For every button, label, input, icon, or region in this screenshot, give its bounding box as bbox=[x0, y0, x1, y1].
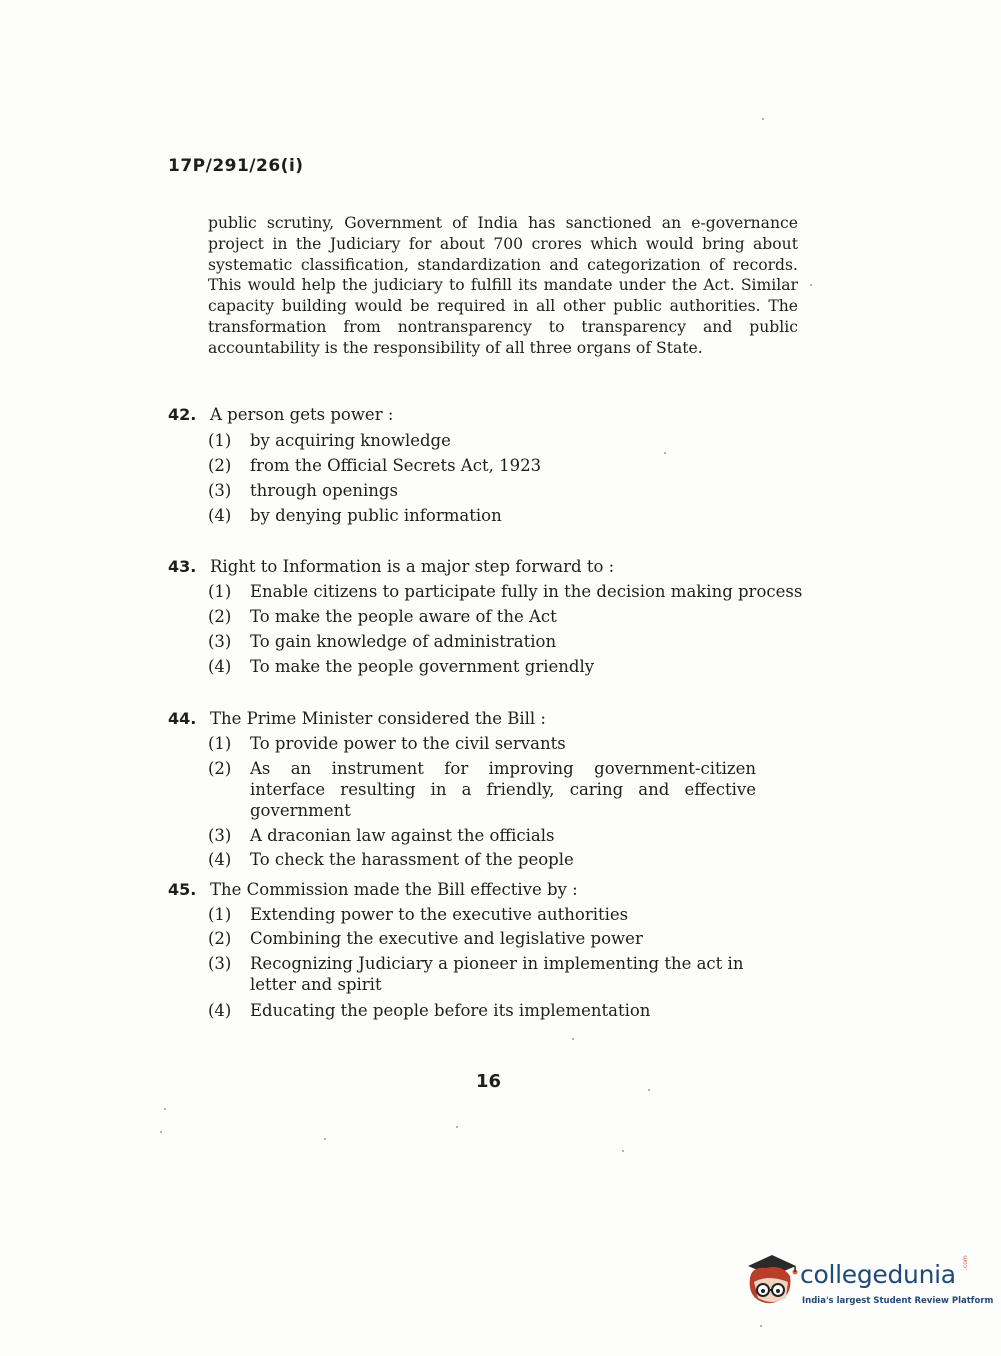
option-number: (4) bbox=[208, 1001, 232, 1020]
option-number: (3) bbox=[208, 954, 232, 973]
mascot-icon bbox=[742, 1252, 800, 1314]
option bbox=[208, 1001, 808, 1020]
scan-speck bbox=[622, 1150, 624, 1152]
option-text: To gain knowledge of administration bbox=[250, 632, 557, 651]
question-text: The Commission made the Bill effective by : bbox=[210, 880, 578, 899]
option bbox=[208, 758, 808, 821]
option-number: (1) bbox=[208, 905, 232, 924]
question-number: 43. bbox=[168, 557, 197, 576]
option bbox=[208, 456, 808, 475]
question-44 bbox=[168, 709, 808, 869]
option bbox=[208, 481, 808, 500]
option-number: (2) bbox=[208, 929, 232, 948]
option-text: through openings bbox=[250, 481, 398, 500]
option bbox=[208, 657, 808, 676]
option-text: Recognizing Judiciary a pioneer in implementing the act in letter and spirit bbox=[250, 954, 744, 994]
page-number: 16 bbox=[476, 1071, 502, 1092]
option-number: (2) bbox=[208, 759, 232, 778]
option bbox=[208, 850, 808, 869]
question-text: The Prime Minister considered the Bill : bbox=[210, 709, 546, 728]
option-number: (4) bbox=[208, 850, 232, 869]
option bbox=[208, 607, 808, 626]
option-number: (4) bbox=[208, 657, 232, 676]
option-text: A draconian law against the officials bbox=[250, 826, 555, 845]
option-number: (3) bbox=[208, 826, 232, 845]
option bbox=[208, 506, 808, 525]
paper-code: 17P/291/26(i) bbox=[168, 156, 304, 176]
scan-speck bbox=[810, 284, 812, 286]
option-text: Educating the people before its implementation bbox=[250, 1001, 651, 1020]
option-text: by acquiring knowledge bbox=[250, 431, 451, 450]
question-text: A person gets power : bbox=[210, 405, 394, 424]
option-text: Extending power to the executive authorities bbox=[250, 905, 629, 924]
question-45 bbox=[168, 880, 808, 1020]
logo-tagline: India's largest Student Review Platform bbox=[802, 1296, 994, 1306]
option-text: To check the harassment of the people bbox=[250, 850, 574, 869]
option-number: (4) bbox=[208, 506, 232, 525]
option-text: As an instrument for improving government-citizen interface resulting in a friendly, caring and effective government bbox=[250, 759, 756, 820]
option-number: (3) bbox=[208, 632, 232, 651]
scan-speck bbox=[160, 1131, 162, 1133]
question-number: 44. bbox=[168, 709, 197, 728]
option-text: To make the people government griendly bbox=[250, 657, 595, 676]
scan-speck bbox=[664, 452, 666, 454]
option-text: To make the people aware of the Act bbox=[250, 607, 557, 626]
option bbox=[208, 431, 808, 450]
option-text: Enable citizens to participate fully in the decision making process bbox=[250, 582, 803, 601]
option bbox=[208, 582, 808, 601]
option bbox=[208, 929, 808, 948]
scan-speck bbox=[164, 1108, 166, 1110]
scan-speck bbox=[324, 1138, 326, 1140]
logo-wordmark: collegedunia bbox=[800, 1260, 956, 1289]
option-number: (1) bbox=[208, 734, 232, 753]
scan-speck bbox=[648, 1089, 650, 1091]
option-text: by denying public information bbox=[250, 506, 502, 525]
question-text: Right to Information is a major step forward to : bbox=[210, 557, 615, 576]
scan-speck bbox=[456, 1126, 458, 1128]
option-text: Combining the executive and legislative power bbox=[250, 929, 643, 948]
collegedunia-logo bbox=[742, 1250, 994, 1320]
option bbox=[208, 905, 808, 924]
option-number: (3) bbox=[208, 481, 232, 500]
option-text: from the Official Secrets Act, 1923 bbox=[250, 456, 542, 475]
option-number: (1) bbox=[208, 582, 232, 601]
option-number: (2) bbox=[208, 456, 232, 475]
scan-speck bbox=[760, 1325, 762, 1327]
scan-speck bbox=[572, 1038, 574, 1040]
logo-domain-suffix: .com bbox=[962, 1255, 969, 1270]
option-number: (1) bbox=[208, 431, 232, 450]
option bbox=[208, 734, 808, 753]
option-text: To provide power to the civil servants bbox=[250, 734, 566, 753]
option bbox=[208, 826, 808, 845]
option-number: (2) bbox=[208, 607, 232, 626]
option bbox=[208, 953, 808, 995]
question-42 bbox=[168, 405, 808, 525]
passage-text: public scrutiny, Government of India has sanctioned an e-governance project in the Judiciary for about 700 crores which would bring about systematic classification, standardization and categorization of records. This would help the judiciary to fulfill its mandate under the Act. Similar capacity building would be required in all other public authorities. The transformation from nontransparency to transparency and public accountability is the responsibility of all three organs of State. bbox=[208, 214, 798, 357]
question-43 bbox=[168, 557, 808, 676]
question-number: 45. bbox=[168, 880, 197, 899]
option bbox=[208, 632, 808, 651]
question-number: 42. bbox=[168, 405, 197, 424]
scan-speck bbox=[762, 118, 764, 120]
